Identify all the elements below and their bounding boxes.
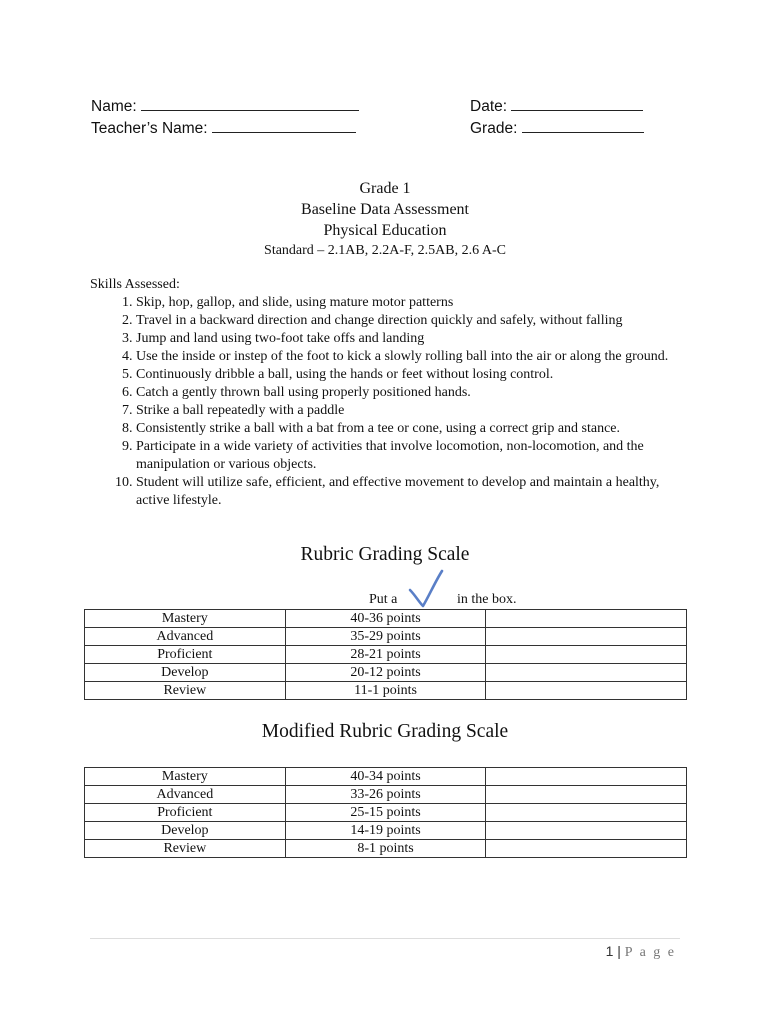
teacher-name-blank-line[interactable] [212,118,356,133]
skill-item: 8. Consistently strike a ball with a bat from a tee or cone, using a correct grip and stance. [136,420,690,438]
table-row [85,628,687,646]
skill-item: 2. Travel in a backward direction and change direction quickly and safely, without falling [136,312,690,330]
level-cell: Mastery [85,768,286,786]
points-cell: 25-15 points [285,804,486,822]
skills-heading: Skills Assessed: [90,277,180,292]
table-row [85,646,687,664]
skill-item: 10. Student will utilize safe, efficient, and effective movement to develop and maintain a healthy, active lifestyle. [136,474,690,510]
name-field[interactable] [91,96,359,116]
table-row [85,664,687,682]
table-row [85,840,687,858]
in-the-box-text: in the box. [457,592,517,607]
modified-rubric-title: Modified Rubric Grading Scale [261,721,509,742]
check-box-cell[interactable] [486,786,687,804]
points-cell: 8-1 points [285,840,486,858]
check-box-cell[interactable] [486,664,687,682]
points-cell: 28-21 points [285,646,486,664]
skill-item: 3. Jump and land using two-foot take offs and landing [136,330,690,348]
teacher-name-field[interactable] [91,118,356,138]
date-field[interactable] [470,96,643,116]
points-cell: 35-29 points [285,628,486,646]
skills-section [90,276,690,510]
points-cell: 40-36 points [285,610,486,628]
put-a-text: Put a [369,592,398,607]
check-box-cell[interactable] [486,768,687,786]
page-number: 1 [605,943,614,959]
grade-field[interactable] [470,118,644,138]
check-box-cell[interactable] [486,628,687,646]
points-cell: 20-12 points [285,664,486,682]
rubric-title: Rubric Grading Scale [300,544,470,565]
points-cell: 33-26 points [285,786,486,804]
skill-item: 5. Continuously dribble a ball, using the hands or feet without losing control. [136,366,690,384]
level-cell: Advanced [85,628,286,646]
points-cell: 14-19 points [285,822,486,840]
modified-rubric-table [84,767,687,858]
date-blank-line[interactable] [511,96,643,111]
level-cell: Review [85,682,286,700]
name-label: Name: [91,98,137,115]
skills-list [90,294,690,510]
check-box-cell[interactable] [486,840,687,858]
table-row [85,768,687,786]
points-cell: 11-1 points [285,682,486,700]
table-row [85,822,687,840]
skill-item: 7. Strike a ball repeatedly with a paddle [136,402,690,420]
skill-item: 6. Catch a gently thrown ball using properly positioned hands. [136,384,690,402]
date-label: Date: [470,98,508,115]
level-cell: Develop [85,664,286,682]
table-row [85,786,687,804]
teacher-name-label: Teacher’s Name: [91,120,208,137]
page-separator: | [617,943,621,959]
check-box-cell[interactable] [486,610,687,628]
assessment-title: Baseline Data Assessment [301,201,469,218]
check-box-cell[interactable] [486,822,687,840]
checkmark-icon [407,568,447,610]
check-box-cell[interactable] [486,646,687,664]
subject-title: Physical Education [323,222,447,239]
check-box-cell[interactable] [486,804,687,822]
skill-item: 4. Use the inside or instep of the foot to kick a slowly rolling ball into the air or along the ground. [136,348,690,366]
name-blank-line[interactable] [141,96,359,111]
skill-item: 1. Skip, hop, gallop, and slide, using mature motor patterns [136,294,690,312]
level-cell: Mastery [85,610,286,628]
level-cell: Develop [85,822,286,840]
level-cell: Proficient [85,646,286,664]
grade-label: Grade: [470,120,518,137]
grade-blank-line[interactable] [522,118,644,133]
page-label: P a g e [624,945,676,960]
standard-line: Standard – 2.1AB, 2.2A-F, 2.5AB, 2.6 A-C [264,243,506,258]
table-row [85,610,687,628]
check-box-cell[interactable] [486,682,687,700]
footer-divider [90,938,680,939]
title-block [0,178,770,260]
points-cell: 40-34 points [285,768,486,786]
table-row [85,804,687,822]
level-cell: Proficient [85,804,286,822]
level-cell: Advanced [85,786,286,804]
skill-item: 9. Participate in a wide variety of activities that involve locomotion, non-locomotion, and the manipulation or various objects. [136,438,690,474]
grade-title: Grade 1 [359,180,411,197]
level-cell: Review [85,840,286,858]
page-footer [606,943,676,961]
rubric-table [84,609,687,700]
table-row [85,682,687,700]
